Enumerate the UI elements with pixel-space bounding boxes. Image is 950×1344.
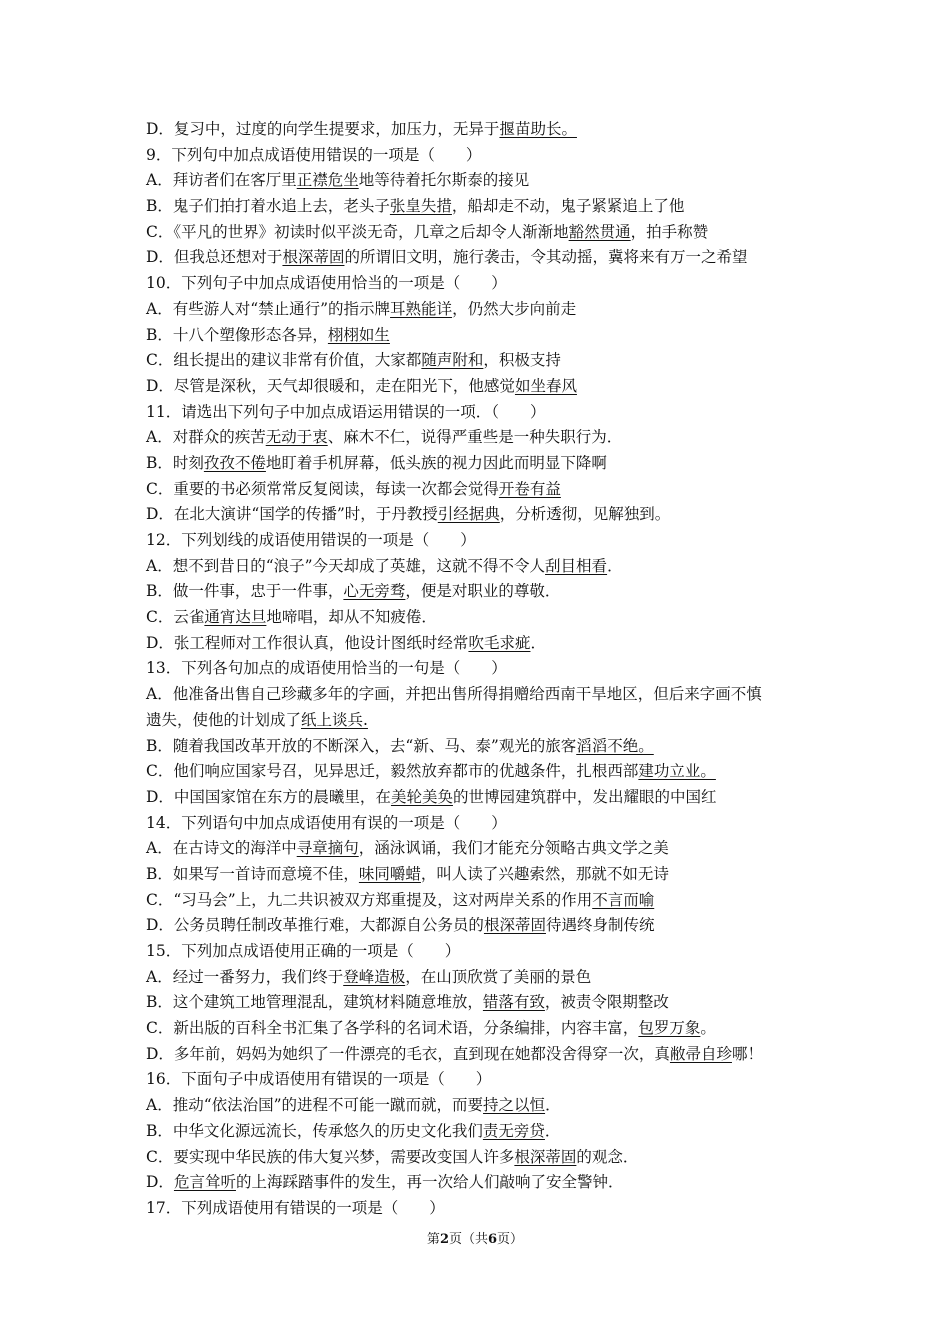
underlined-idiom: 寻章摘句 — [296, 839, 359, 858]
text-line — [146, 1016, 826, 1042]
underlined-idiom: 危言耸听 — [173, 1173, 236, 1192]
text-line — [146, 656, 826, 682]
line-text: ，船却走不动，鬼子紧紧追上了他 — [451, 197, 685, 216]
line-text: A．想不到昔日的“浪子”今天却成了英雄，这就不得不令人 — [146, 556, 546, 575]
line-text: 13．下列各句加点的成语使用恰当的一句是（ ） — [146, 659, 507, 678]
line-text: 16．下面句子中成语使用有错误的一项是（ ） — [146, 1070, 492, 1089]
underlined-idiom: 心无旁骛 — [343, 582, 406, 601]
underlined-idiom: 豁然贯通 — [568, 222, 631, 241]
text-line — [146, 1196, 826, 1222]
underlined-idiom: 随声附和 — [421, 351, 484, 370]
footer-total-pages: 6 — [488, 1232, 498, 1247]
text-line — [146, 1145, 826, 1171]
text-line — [146, 862, 826, 888]
line-text: ，涵泳讽诵，我们才能充分领略古典文学之美 — [358, 839, 669, 858]
text-line — [146, 451, 826, 477]
text-line — [146, 194, 826, 220]
line-text: C．重要的书必须常常反复阅读，每读一次都会觉得 — [146, 479, 499, 498]
line-text: 待遇终身制传统 — [545, 916, 655, 935]
line-text: C．他们响应国家号召，见异思迁，毅然放弃都市的优越条件，扎根西部 — [146, 762, 639, 781]
text-line — [146, 400, 826, 426]
line-text: 14．下列语句中加点成语使用有误的一项是（ ） — [146, 813, 507, 832]
underlined-idiom: 揠苗助长。 — [499, 120, 577, 138]
text-line — [146, 323, 826, 349]
text-line — [146, 708, 826, 734]
line-text: 地啼唱，却从不知疲倦． — [266, 608, 437, 627]
footer-middle: 页（共 — [448, 1232, 488, 1247]
text-line — [146, 990, 826, 1016]
line-text: B．鬼子们拍打着水追上去，老头子 — [146, 197, 390, 216]
line-text: B．做一件事，忠于一件事， — [146, 582, 344, 601]
line-text: B．时刻 — [146, 453, 204, 472]
line-text: D．尽管是深秋，天气却很暖和，走在阳光下，他感觉 — [146, 376, 515, 395]
line-text: D． — [146, 1173, 174, 1192]
text-line — [146, 836, 826, 862]
line-text: A．有些游人对“禁止通行”的指示牌 — [146, 299, 391, 318]
text-line — [146, 297, 826, 323]
text-line — [146, 477, 826, 503]
line-text: D．复习中，过度的向学生提要求，加压力，无异于 — [146, 120, 500, 138]
underlined-idiom: 正襟危坐 — [296, 171, 359, 190]
line-text: 地等待着托尔斯泰的接见 — [358, 171, 530, 190]
line-text: 17．下列成语使用有错误的一项是（ ） — [146, 1198, 445, 1217]
text-line — [146, 1067, 826, 1093]
underlined-idiom: 耳熟能详 — [390, 299, 453, 318]
line-text: A．对群众的疾苦 — [146, 428, 266, 447]
text-line — [146, 554, 826, 580]
line-text: D．公务员聘任制改革推行难，大都源自公务员的 — [146, 916, 484, 935]
line-text: A．推动“依法治国”的进程不可能一蹴而就，而要 — [146, 1096, 484, 1115]
line-text: 15．下列加点成语使用正确的一项是（ ） — [146, 942, 461, 960]
line-text: 哪！ — [731, 1044, 763, 1063]
footer-suffix: 页） — [497, 1232, 524, 1247]
underlined-idiom: 根深蒂固 — [514, 1147, 577, 1166]
text-line — [146, 117, 826, 143]
text-line — [146, 502, 826, 528]
text-line — [146, 888, 826, 914]
line-text: D．但我总还想对于 — [146, 248, 283, 267]
line-text: ，叫人读了兴趣索然，那就不如无诗 — [420, 864, 669, 883]
line-text: B．随着我国改革开放的不断深入，去“新、马、泰”观光的旅客 — [146, 736, 577, 755]
text-line — [146, 682, 826, 708]
line-text: 9．下列句中加点成语使用错误的一项是（ ） — [146, 145, 482, 164]
underlined-idiom: 责无旁贷 — [482, 1121, 545, 1140]
line-text: D．在北大演讲“国学的传播”时，于丹教授 — [146, 505, 438, 524]
underlined-idiom: 登峰造极 — [343, 967, 406, 986]
line-text: ． — [544, 1121, 561, 1140]
text-line — [146, 631, 826, 657]
underlined-idiom: 错落有致 — [482, 993, 545, 1012]
line-text: B．如果写一首诗而意境不佳， — [146, 864, 359, 883]
line-text: A．拜访者们在客厅里 — [146, 171, 297, 190]
line-text: 的所谓旧文明，施行袭击，令其动摇，冀将来有万一之希望 — [344, 248, 748, 267]
underlined-idiom: 孜孜不倦 — [203, 453, 266, 472]
underlined-idiom: 滔滔不绝。 — [576, 736, 654, 755]
question-text-body — [146, 117, 826, 1222]
text-line — [146, 579, 826, 605]
line-text: ，被责令限期整改 — [544, 993, 669, 1012]
underlined-idiom: 吹毛求疵 — [468, 633, 531, 652]
line-text: 的世博园建筑群中，发出耀眼的中国红 — [452, 787, 717, 806]
text-line — [146, 734, 826, 760]
text-line — [146, 913, 826, 939]
line-text: 的上海踩踏事件的发生，再一次给人们敲响了安全警钟． — [235, 1173, 624, 1192]
line-text: 10．下列句子中加点成语使用恰当的一项是（ ） — [146, 274, 507, 293]
line-text: B．十八个塑像形态各异， — [146, 325, 328, 344]
underlined-idiom: 如坐春风 — [514, 376, 577, 395]
text-line — [146, 1119, 826, 1145]
text-line — [146, 1042, 826, 1068]
text-line — [146, 1170, 826, 1196]
underlined-idiom: 根深蒂固 — [282, 248, 345, 267]
footer-page-number: 2 — [439, 1232, 449, 1247]
line-text: 、麻木不仁，说得严重些是一种失职行为． — [327, 428, 623, 447]
text-line — [146, 374, 826, 400]
line-text: ，拍手称赞 — [630, 222, 709, 241]
line-text: ． — [530, 633, 546, 652]
line-text: C．组长提出的建议非常有价值，大家都 — [146, 351, 422, 370]
underlined-idiom: 敝帚自珍 — [669, 1044, 732, 1063]
text-line — [146, 811, 826, 837]
underlined-idiom: 栩栩如生 — [327, 325, 390, 344]
line-text: B．中华文化源远流长，传承悠久的历史文化我们 — [146, 1121, 483, 1140]
underlined-idiom: 引经据典 — [437, 505, 500, 524]
text-line — [146, 939, 826, 965]
page-footer — [0, 1228, 950, 1247]
text-line — [146, 220, 826, 246]
line-text: 12．下列划线的成语使用错误的一项是（ ） — [146, 531, 476, 549]
underlined-idiom: 美轮美奂 — [390, 787, 453, 806]
text-line — [146, 528, 826, 554]
underlined-idiom: 建功立业。 — [638, 762, 716, 781]
line-text: ． — [607, 556, 623, 575]
line-text: ，仍然大步向前走 — [452, 299, 577, 318]
line-text: D．多年前，妈妈为她织了一件漂亮的毛衣，直到现在她都没舍得穿一次，真 — [146, 1044, 670, 1063]
line-text: 11．请选出下列句子中加点成语运用错误的一项．（ ） — [146, 402, 546, 421]
line-text: C．《平凡的世界》初读时似平淡无奇，几章之后却令人渐渐地 — [146, 222, 569, 241]
underlined-idiom: 通宵达旦 — [204, 608, 267, 627]
footer-prefix: 第 — [426, 1232, 440, 1247]
line-text: 地盯着手机屏幕，低头族的视力因此而明显下降啊 — [265, 453, 607, 472]
line-text: B．这个建筑工地管理混乱，建筑材料随意堆放， — [146, 993, 483, 1012]
line-text: C．要实现中华民族的伟大复兴梦，需要改变国人许多 — [146, 1147, 515, 1166]
underlined-idiom: 不言而喻 — [592, 890, 655, 909]
line-text: A．在古诗文的海洋中 — [146, 839, 297, 858]
line-text: ，积极支持 — [483, 351, 561, 370]
text-line — [146, 1093, 826, 1119]
text-line — [146, 759, 826, 785]
line-text: ，便是对职业的尊敬． — [405, 582, 561, 601]
underlined-idiom: 根深蒂固 — [483, 916, 546, 935]
line-text: 遗失，使他的计划成了 — [146, 710, 302, 729]
text-line — [146, 245, 826, 271]
text-line — [146, 143, 826, 169]
line-text: C．新出版的百科全书汇集了各学科的名词术语，分条编排，内容丰富， — [146, 1019, 639, 1038]
underlined-idiom: 包罗万象 — [638, 1019, 701, 1038]
underlined-idiom: 开卷有益 — [498, 479, 561, 498]
line-text: ，分析透彻，见解独到。 — [499, 505, 671, 524]
text-line — [146, 965, 826, 991]
underlined-idiom: 纸上谈兵. — [301, 710, 368, 729]
line-text: D．张工程师对工作很认真，他设计图纸时经常 — [146, 633, 469, 652]
line-text: C．“习马会”上，九二共识被双方郑重提及，这对两岸关系的作用 — [146, 890, 593, 909]
underlined-idiom: 味同嚼蜡 — [358, 864, 421, 883]
underlined-idiom: 无动于衷 — [265, 428, 328, 447]
line-text: 。 — [700, 1019, 716, 1038]
text-line — [146, 348, 826, 374]
line-text: D．中国国家馆在东方的晨曦里，在 — [146, 787, 391, 806]
text-line — [146, 168, 826, 194]
line-text: C．云雀 — [146, 608, 205, 627]
underlined-idiom: 刮目相看 — [545, 556, 608, 575]
underlined-idiom: 持之以恒 — [483, 1096, 546, 1115]
line-text: A．经过一番努力，我们终于 — [146, 967, 344, 986]
line-text: A．他准备出售自己珍藏多年的字画，并把出售所得捐赠给西南干旱地区，但后来字画不慎 — [146, 685, 762, 704]
text-line — [146, 271, 826, 297]
text-line — [146, 425, 826, 451]
line-text: 的观念． — [576, 1147, 639, 1166]
line-text: ，在山顶欣赏了美丽的景色 — [405, 967, 592, 986]
line-text: ． — [545, 1096, 561, 1115]
underlined-idiom: 张皇失措 — [389, 197, 452, 216]
text-line — [146, 785, 826, 811]
text-line — [146, 605, 826, 631]
